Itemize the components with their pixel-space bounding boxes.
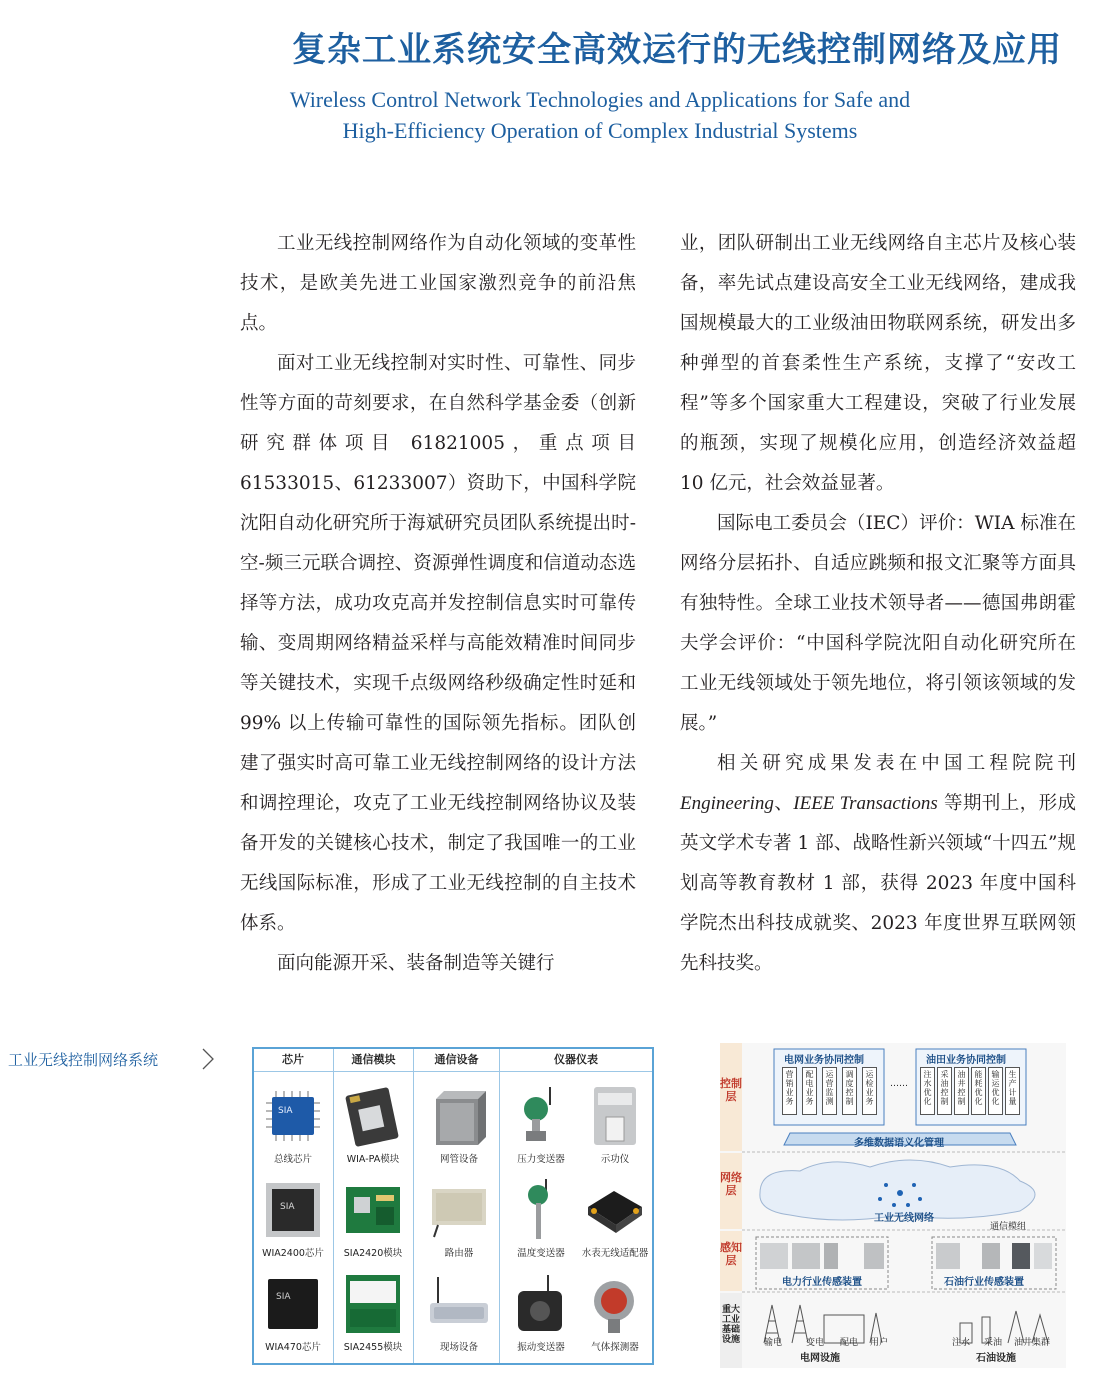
- paragraph: 面对工业无线控制对实时性、可靠性、同步性等方面的苛刻要求，在自然科学基金委（创新研究群体项目 61821005，重点项目 61533015、61233007）资助下，中国科学院沈阳自动化研究所于海斌研究员团队系统提出时-空-频三元联合调控、资源弹性调度和信道动态选择等方法，成功攻克高并发控制信息实时可靠传输、变周期网络精益采样与高能效精准时间同步等关键技术，实现千点级网络秒级确定性时延和 99% 以上传输可靠性的国际领先指标。团队创建了强实时高可靠工业无线控制网络的设计方法和调控理论，攻克了工业无线控制网络协议及装备开发的关键核心技术，制定了我国唯一的工业无线国际标准，形成了工业无线控制的自主技术体系。: [240, 353, 636, 934]
- english-title-line: High-Efficiency Operation of Complex Industrial Systems: [342, 118, 858, 143]
- product-caption: SIA2420模块: [343, 1248, 403, 1259]
- product-caption: WIA2400芯片: [262, 1248, 324, 1259]
- probe-icon: [510, 1177, 572, 1243]
- chip-mark: SIA: [280, 1202, 295, 1212]
- oil-business-box: 能耗优化: [971, 1067, 986, 1115]
- product-item: [420, 1173, 498, 1263]
- chip-icon: [262, 1083, 324, 1149]
- figure-header-row: [254, 1049, 652, 1072]
- facility-label: 配电: [840, 1338, 859, 1348]
- grid-business-box: 运营监测: [822, 1067, 837, 1115]
- facility-label: 变电: [806, 1338, 825, 1348]
- product-caption: SIA2455模块: [343, 1342, 403, 1353]
- grid-business-box: 营销业务: [782, 1067, 797, 1115]
- paragraph: [680, 744, 1076, 984]
- pcb-icon: [342, 1271, 404, 1337]
- product-caption: 压力变送器: [517, 1154, 565, 1165]
- product-figure: [252, 1047, 654, 1365]
- product-item: [502, 1079, 580, 1169]
- layer-label-control: 控制层: [720, 1077, 742, 1103]
- facility-label: 油井集群: [1014, 1338, 1051, 1348]
- chip-mark: SIA: [276, 1292, 291, 1302]
- layer-label-infrastructure: 重大工业基础设施: [721, 1305, 740, 1345]
- vibration-icon: [510, 1271, 572, 1337]
- facility-label: 用户: [870, 1338, 889, 1348]
- paragraph-text: 相关研究成果发表在中国工程院院刊: [717, 753, 1076, 774]
- product-item: [420, 1079, 498, 1169]
- figure-side-label: 工业无线控制网络系统: [8, 1051, 159, 1069]
- product-caption: 振动变送器: [517, 1342, 565, 1353]
- page-title: 复杂工业系统安全高效运行的无线控制网络及应用: [292, 30, 1062, 70]
- oil-business-box: 注水优化: [920, 1067, 935, 1115]
- journal-name: IEEE Transactions: [793, 793, 938, 814]
- facility-label: 输电: [764, 1338, 783, 1348]
- layer-label-network: 网络层: [720, 1171, 742, 1197]
- power-facility-label: 电网设施: [800, 1353, 840, 1364]
- router-icon: [428, 1177, 490, 1243]
- header-module: 通信模块: [351, 1053, 396, 1066]
- facility-label: 注水: [952, 1338, 971, 1348]
- english-title-line: Wireless Control Network Technologies and Applications for Safe and: [289, 87, 911, 112]
- transmitter-icon: [510, 1083, 572, 1149]
- product-item: [576, 1173, 654, 1263]
- product-item: [420, 1267, 498, 1357]
- paragraph-text: 等期刊上，形成英文学术专著 1 部、战略性新兴领域“十四五”规划高等教育教材 1 部，获得 2023 年度中国科学院杰出科技成就奖、2023 年度世界互联网领先科技奖。: [680, 793, 1076, 974]
- grid-business-box: 配电业务: [802, 1067, 817, 1115]
- product-caption: 现场设备: [439, 1342, 478, 1353]
- product-caption: 总线芯片: [273, 1154, 312, 1165]
- body-column-left: [240, 224, 636, 984]
- layer-label-sensing: 感知层: [720, 1241, 742, 1267]
- product-caption: WIA470芯片: [265, 1342, 321, 1353]
- paragraph: 业，团队研制出工业无线网络自主芯片及核心装备，率先试点建设高安全工业无线网络，建成我国规模最大的工业级油田物联网系统，研发出多种弹型的首套柔性生产系统，支撑了“安改工程”等多个国家重大工程建设，突破了行业发展的瓶颈，实现了规模化应用，创造经济效益超 10 亿元，社会效益显著。: [680, 233, 1076, 494]
- product-caption: 气体探测器: [591, 1342, 639, 1353]
- gateway-icon: [428, 1271, 490, 1337]
- oil-facility-label: 石油设施: [976, 1353, 1016, 1364]
- product-caption: WIA-PA模块: [346, 1154, 400, 1165]
- oil-business-box: 生产计量: [1005, 1067, 1020, 1115]
- product-item: [254, 1267, 332, 1357]
- oil-business-box: 采油控制: [937, 1067, 952, 1115]
- product-caption: 示功仪: [600, 1154, 630, 1165]
- product-item: [334, 1267, 412, 1357]
- power-sensing-label: 电力行业传感装置: [782, 1277, 862, 1288]
- oil-business-box: 输运优化: [988, 1067, 1003, 1115]
- cabinet-icon: [428, 1083, 490, 1149]
- paragraph: 国际电工委员会（IEC）评价：WIA 标准在网络分层拓扑、自适应跳频和报文汇聚等方面具有独特性。全球工业技术领导者——德国弗朗霍夫学会评价：“中国科学院沈阳自动化研究所在工业无线领域处于领先地位，将引领该领域的发展。”: [680, 513, 1076, 734]
- chip-mark: SIA: [278, 1106, 293, 1116]
- product-caption: 温度变送器: [517, 1248, 565, 1259]
- product-caption: 路由器: [444, 1248, 474, 1259]
- english-title: [240, 84, 960, 146]
- box-instrument-icon: [584, 1083, 646, 1149]
- product-caption: 网管设备: [439, 1154, 478, 1165]
- grid-business-box: 调度控制: [842, 1067, 857, 1115]
- grid-control-group: 电网业务协同控制: [784, 1055, 864, 1066]
- header-device: 通信设备: [434, 1053, 479, 1066]
- product-item: [334, 1079, 412, 1169]
- paragraph: 面向能源开采、装备制造等关键行: [277, 953, 555, 974]
- chip-icon: [262, 1177, 324, 1243]
- oil-business-box: 油井控制: [954, 1067, 969, 1115]
- separator: 、: [773, 793, 794, 814]
- divider: [413, 1049, 414, 1363]
- pcb-icon: [342, 1177, 404, 1243]
- header-chip: 芯片: [282, 1053, 304, 1066]
- journal-name: Engineering: [680, 793, 774, 814]
- ellipsis: ……: [890, 1079, 908, 1089]
- product-item: [334, 1173, 412, 1263]
- chip-icon: [262, 1271, 324, 1337]
- header-instrument: 仪器仪表: [554, 1053, 598, 1066]
- product-item: [502, 1267, 580, 1357]
- body-column-right: [680, 224, 1076, 984]
- product-item: [502, 1173, 580, 1263]
- adapter-icon: [584, 1177, 646, 1243]
- product-item: [576, 1267, 654, 1357]
- grid-business-box: 运检业务: [862, 1067, 877, 1115]
- product-item: [254, 1079, 332, 1169]
- architecture-figure: [720, 1043, 1066, 1368]
- paragraph: 工业无线控制网络作为自动化领域的变革性技术，是欧美先进工业国家激烈竞争的前沿焦点。: [240, 233, 636, 334]
- oil-control-group: 油田业务协同控制: [926, 1055, 1006, 1066]
- chevron-right-icon: [200, 1046, 216, 1072]
- divider: [499, 1049, 500, 1363]
- module-icon: [342, 1083, 404, 1149]
- product-item: [254, 1173, 332, 1263]
- oil-sensing-label: 石油行业传感装置: [944, 1277, 1024, 1288]
- product-item: [576, 1079, 654, 1169]
- comm-module-label: 通信模组: [990, 1222, 1027, 1232]
- facility-label: 采油: [984, 1338, 1003, 1348]
- semantic-management: 多维数据语义化管理: [854, 1138, 944, 1149]
- product-caption: 水表无线适配器: [581, 1248, 649, 1259]
- wireless-network-label: 工业无线网络: [874, 1213, 934, 1224]
- gas-detector-icon: [584, 1271, 646, 1337]
